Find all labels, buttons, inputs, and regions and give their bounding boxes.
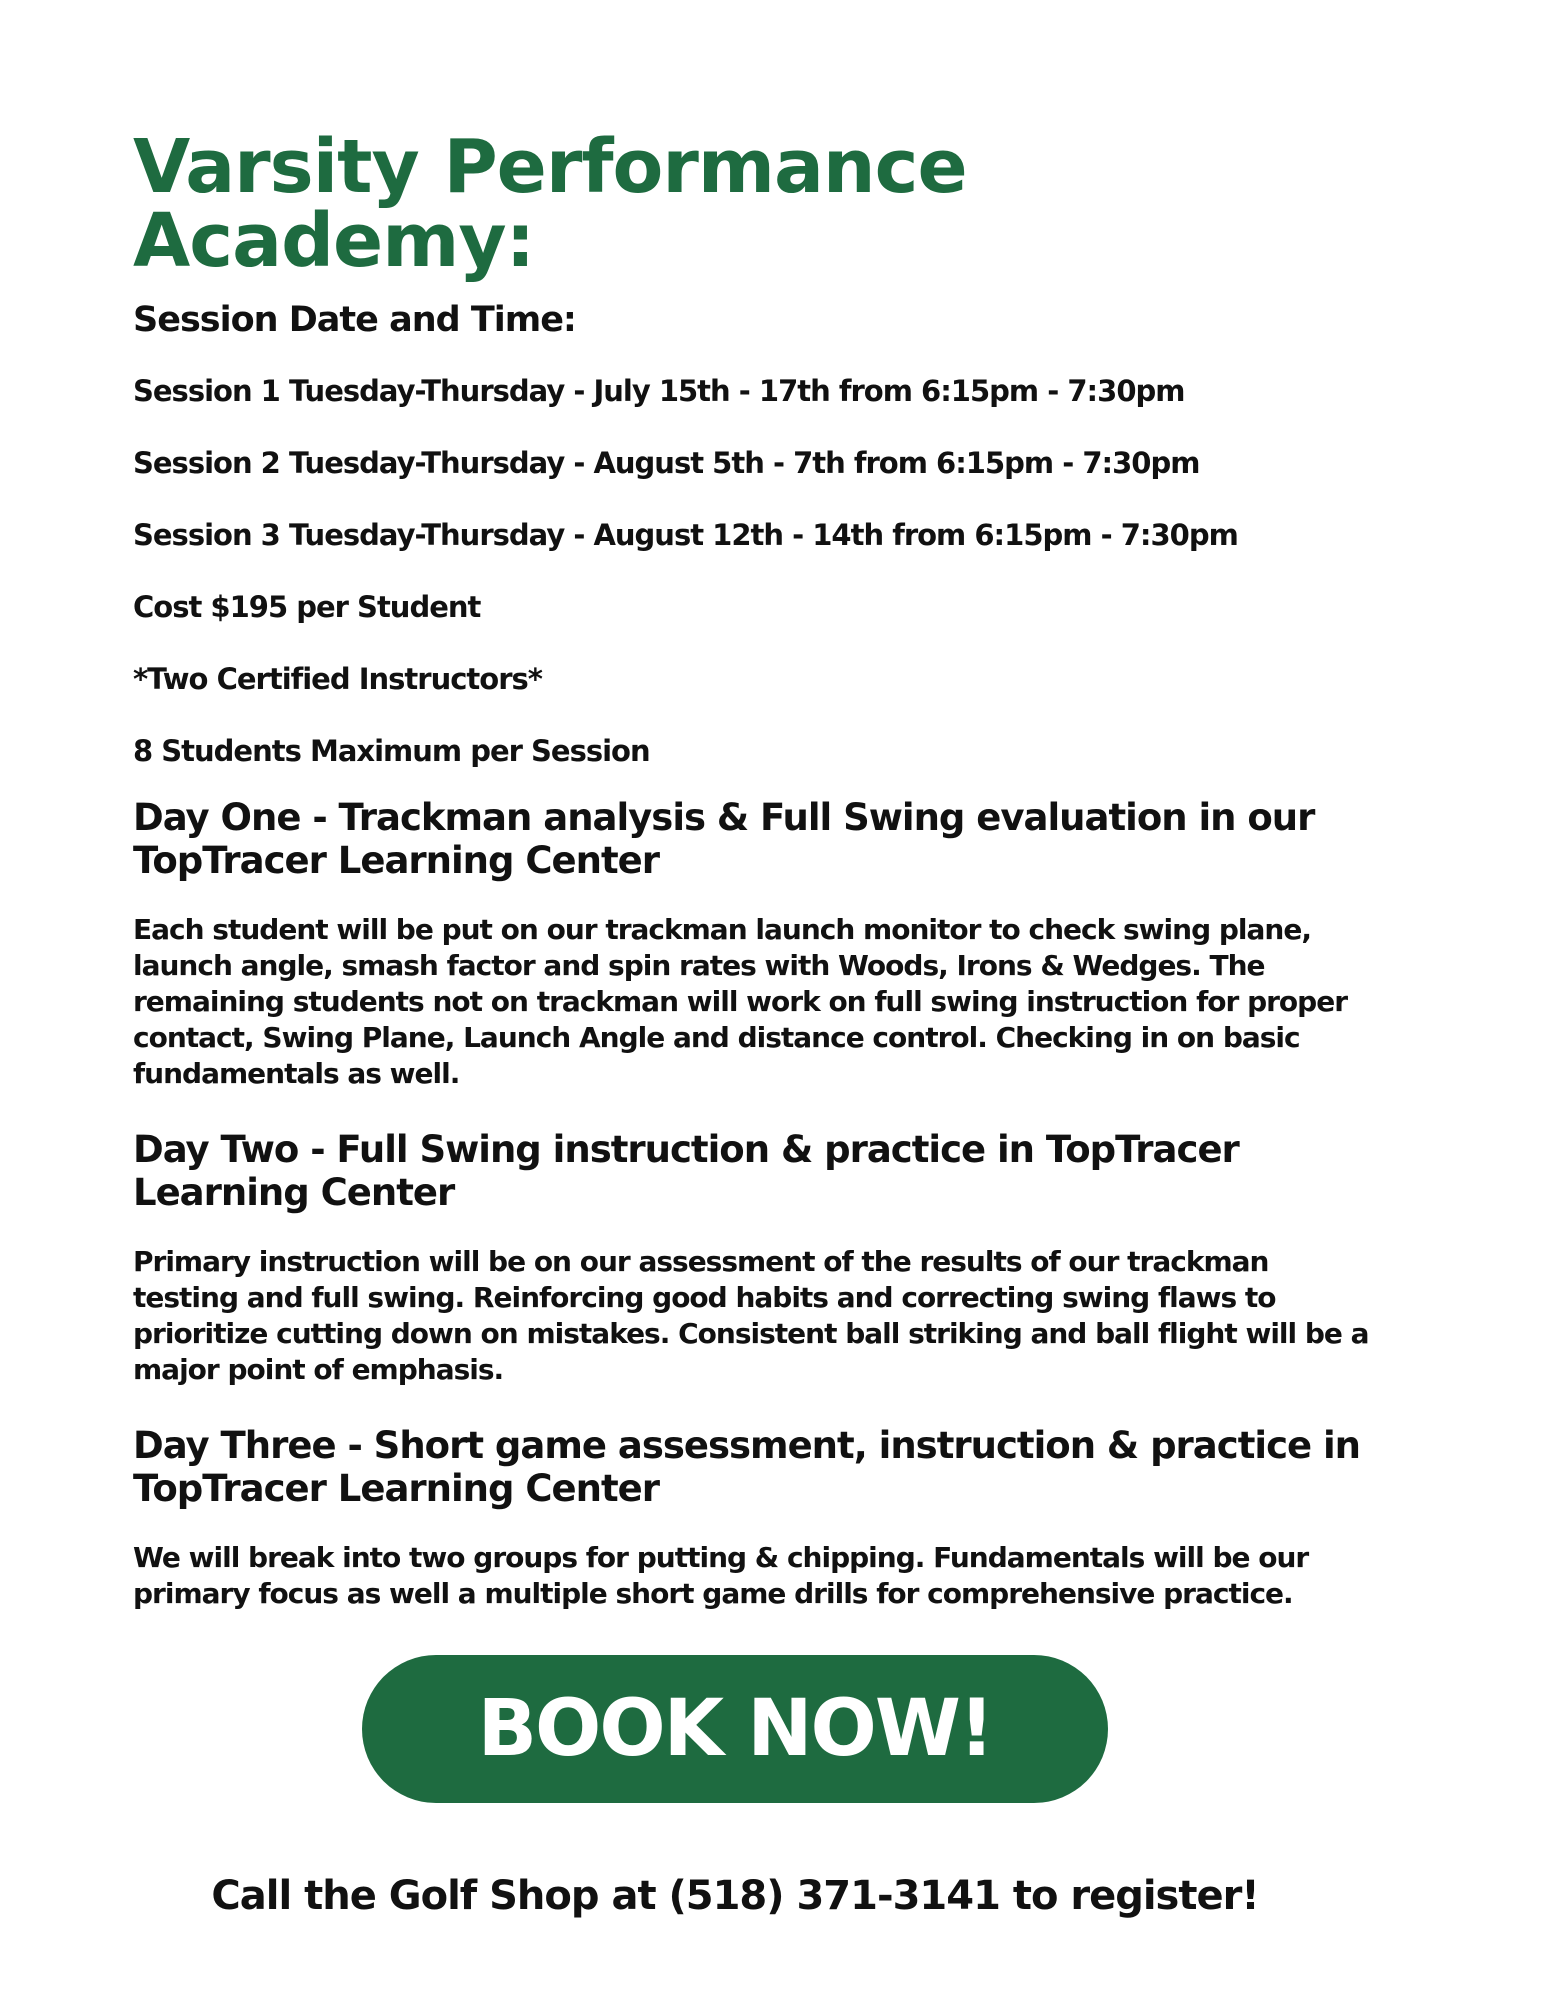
session-1: Session 1 Tuesday-Thursday - July 15th - 17th from 6:15pm - 7:30pm bbox=[133, 374, 1185, 408]
day-one-body: Each student will be put on our trackman launch monitor to check swing plane, launch angle, smash factor and spin rates with Woods, Irons & Wedges. The remaining students not on trackman will work on full swing instruction for proper contact, Swing Plane, Launch Angle and distance control. Checking in on basic fundamentals as well. bbox=[133, 913, 1347, 1090]
session-heading: Session Date and Time: bbox=[133, 300, 576, 340]
day-three-heading: Day Three - Short game assessment, instruction & practice in TopTracer Learning Center bbox=[133, 1424, 1360, 1510]
day-two-body: Primary instruction will be on our assessment of the results of our trackman testing and full swing. Reinforcing good habits and correcting swing flaws to prioritize cutting down on mistakes. Consistent ball striking and ball flight will be a major point of emphasis. bbox=[133, 1245, 1369, 1386]
page-title: Varsity Performance Academy: bbox=[133, 124, 967, 284]
session-3: Session 3 Tuesday-Thursday - August 12th - 14th from 6:15pm - 7:30pm bbox=[133, 518, 1238, 552]
flyer-content bbox=[133, 124, 1373, 1648]
day-three-body: We will break into two groups for putting & chipping. Fundamentals will be our primary focus as well a multiple short game drills for comprehensive practice. bbox=[133, 1541, 1309, 1610]
day-two-heading: Day Two - Full Swing instruction & practice in TopTracer Learning Center bbox=[133, 1128, 1239, 1214]
instructors-line: *Two Certified Instructors* bbox=[133, 662, 542, 696]
max-students-line: 8 Students Maximum per Session bbox=[133, 734, 650, 768]
day-one-heading: Day One - Trackman analysis & Full Swing evaluation in our TopTracer Learning Center bbox=[133, 796, 1315, 882]
book-now-button[interactable]: BOOK NOW! bbox=[362, 1655, 1108, 1803]
session-2: Session 2 Tuesday-Thursday - August 5th - 7th from 6:15pm - 7:30pm bbox=[133, 446, 1200, 480]
call-to-register: Call the Golf Shop at (518) 371-3141 to register! bbox=[211, 1873, 1259, 1919]
cost-line: Cost $195 per Student bbox=[133, 590, 481, 624]
